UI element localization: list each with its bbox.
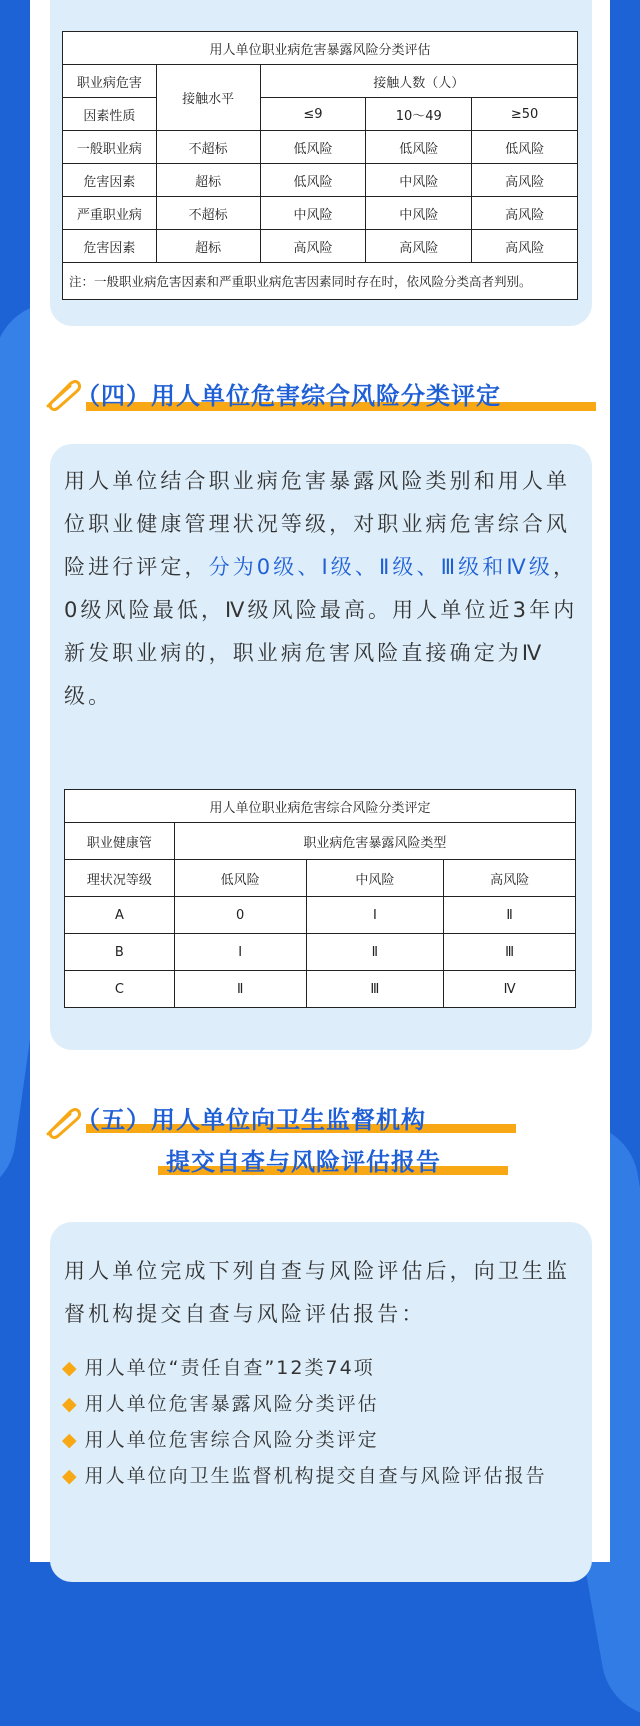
header-factor: 职业病危害 xyxy=(63,65,157,98)
list-item xyxy=(62,1350,582,1386)
section-5-title-line-2: 提交自查与风险评估报告 xyxy=(166,1148,441,1176)
cell: B xyxy=(65,934,175,971)
section-5-title-line-1: （五）用人单位向卫生监督机构 xyxy=(76,1106,426,1134)
comprehensive-risk-card xyxy=(50,444,592,1050)
cell: 高风险 xyxy=(472,197,578,230)
table-row xyxy=(65,934,576,971)
paragraph-text-2: ，0级风险最低，Ⅳ级风险最高。用人单位近3年内新发职业病的，职业病危害风险直接确定为Ⅳ级。 xyxy=(64,555,578,708)
section-5-heading xyxy=(30,1096,610,1186)
row-label: 危害因素 xyxy=(63,164,157,197)
cell: Ⅳ xyxy=(444,971,576,1008)
cell: 低风险 xyxy=(472,131,578,164)
header-high: 高风险 xyxy=(444,860,576,897)
list-item xyxy=(62,1386,582,1422)
cell: 高风险 xyxy=(366,230,472,263)
intro-text: 用人单位完成下列自查与风险评估后，向卫生监督机构提交自查与风险评估报告： xyxy=(64,1259,571,1326)
cell: Ⅱ xyxy=(306,934,444,971)
row-label: 严重职业病 xyxy=(63,197,157,230)
cell: Ⅲ xyxy=(306,971,444,1008)
header-risk-type: 职业病危害暴露风险类型 xyxy=(174,823,575,860)
list-item-text: 用人单位向卫生监督机构提交自查与风险评估报告 xyxy=(84,1465,547,1487)
header-grade: 职业健康管 xyxy=(65,823,175,860)
table-note: 注：一般职业病危害因素和严重职业病危害因素同时存在时，依风险分类高者判别。 xyxy=(63,263,578,300)
article-page xyxy=(30,0,610,1562)
section-4-heading xyxy=(30,368,610,428)
cell: C xyxy=(65,971,175,1008)
cell: 不超标 xyxy=(156,131,260,164)
cell: 中风险 xyxy=(366,164,472,197)
cell: Ⅱ xyxy=(444,897,576,934)
list-item xyxy=(62,1458,582,1494)
diamond-bullet-icon: ◆ xyxy=(62,1357,79,1379)
diamond-bullet-icon: ◆ xyxy=(62,1393,79,1415)
table-row xyxy=(63,131,578,164)
table-row xyxy=(63,230,578,263)
header-people: 接触人数（人） xyxy=(260,65,577,98)
table-row xyxy=(65,897,576,934)
cell: 超标 xyxy=(156,164,260,197)
header-grade-2: 理状况等级 xyxy=(65,860,175,897)
cell: 不超标 xyxy=(156,197,260,230)
cell: Ⅱ xyxy=(174,971,306,1008)
cell: 超标 xyxy=(156,230,260,263)
diamond-bullet-icon: ◆ xyxy=(62,1429,79,1451)
exposure-risk-table xyxy=(62,31,578,300)
cell: 低风险 xyxy=(366,131,472,164)
cell: 0 xyxy=(174,897,306,934)
list-item-text: 用人单位“责任自查”12类74项 xyxy=(84,1357,375,1379)
report-item-list xyxy=(62,1350,582,1494)
header-group-ge50: ≥50 xyxy=(472,98,578,131)
header-group-lt9: ≤9 xyxy=(260,98,366,131)
list-item-text: 用人单位危害暴露风险分类评估 xyxy=(84,1393,379,1415)
list-item xyxy=(62,1422,582,1458)
row-label: 一般职业病 xyxy=(63,131,157,164)
header-group-10-49: 10～49 xyxy=(366,98,472,131)
cell: Ⅲ xyxy=(444,934,576,971)
cell: 低风险 xyxy=(260,164,366,197)
table-row xyxy=(63,197,578,230)
paragraph-text: 用人单位结合职业病危害暴露风险类别和用人单位职业健康管理状况等级，对职业病危害综合风险进行评定， xyxy=(64,469,571,579)
cell: 高风险 xyxy=(260,230,366,263)
comprehensive-risk-table xyxy=(64,789,576,1008)
section-4-paragraph xyxy=(64,460,584,718)
cell: 中风险 xyxy=(260,197,366,230)
cell: A xyxy=(65,897,175,934)
header-mid: 中风险 xyxy=(306,860,444,897)
header-level: 接触水平 xyxy=(156,65,260,131)
cell: 高风险 xyxy=(472,164,578,197)
table-row xyxy=(65,971,576,1008)
header-factor-2: 因素性质 xyxy=(63,98,157,131)
cell: 低风险 xyxy=(260,131,366,164)
cell: Ⅰ xyxy=(174,934,306,971)
cell: Ⅰ xyxy=(306,897,444,934)
section-4-title: （四）用人单位危害综合风险分类评定 xyxy=(76,382,501,410)
table-title: 用人单位职业病危害综合风险分类评定 xyxy=(65,790,576,823)
cell: 中风险 xyxy=(366,197,472,230)
exposure-risk-card xyxy=(50,0,592,326)
header-low: 低风险 xyxy=(174,860,306,897)
table-row xyxy=(63,164,578,197)
table-title: 用人单位职业病危害暴露风险分类评估 xyxy=(63,32,578,65)
section-5-intro xyxy=(64,1250,584,1336)
list-item-text: 用人单位危害综合风险分类评定 xyxy=(84,1429,379,1451)
diamond-bullet-icon: ◆ xyxy=(62,1465,79,1487)
paragraph-highlight: 分为0级、Ⅰ级、Ⅱ级、Ⅲ级和Ⅳ级 xyxy=(208,555,553,579)
report-submission-card xyxy=(50,1222,592,1582)
row-label: 危害因素 xyxy=(63,230,157,263)
cell: 高风险 xyxy=(472,230,578,263)
